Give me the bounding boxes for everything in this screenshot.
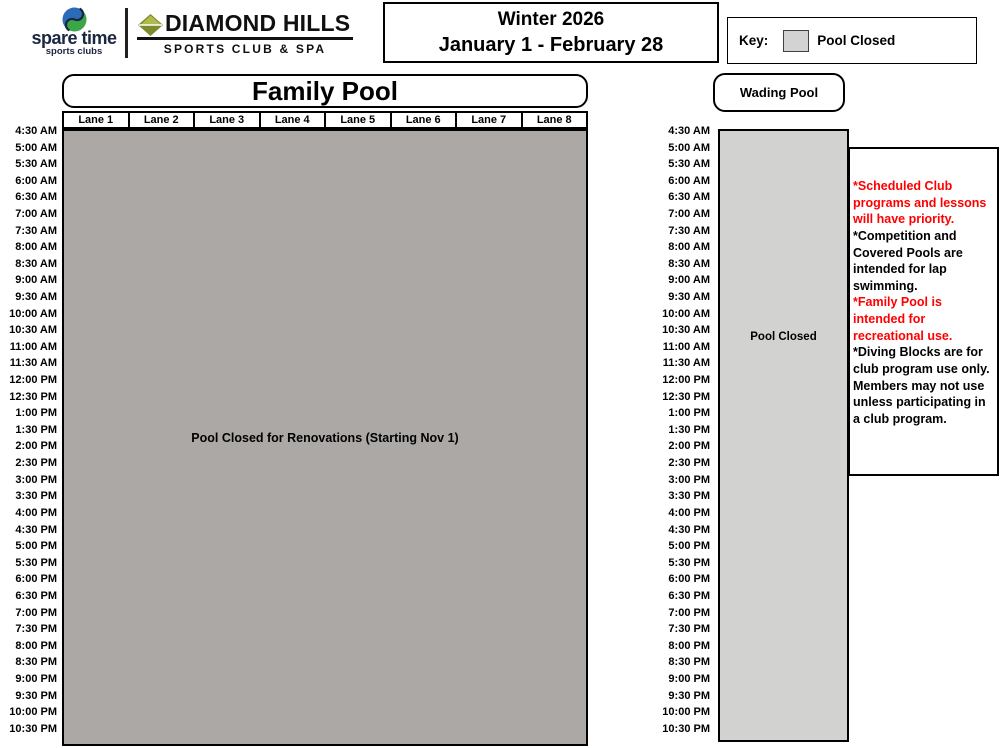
family-pool-time-column	[0, 123, 57, 738]
time-label: 4:30 PM	[668, 523, 710, 536]
time-label: 5:00 PM	[668, 540, 710, 553]
note-paragraph: *Scheduled Club programs and lessons will have priority.	[853, 179, 987, 227]
time-label: 7:00 PM	[15, 606, 57, 619]
time-label: 5:30 PM	[668, 556, 710, 569]
time-label: 8:30 PM	[668, 656, 710, 669]
season-title-box	[383, 2, 719, 63]
diamond-hills-logo-rule	[137, 37, 353, 40]
time-label: 2:30 PM	[668, 457, 710, 470]
lane-header-cell: Lane 1	[62, 111, 130, 129]
family-pool-closed-block	[62, 129, 588, 746]
time-label: 4:30 PM	[15, 523, 57, 536]
time-label: 5:30 PM	[15, 556, 57, 569]
time-label: 1:30 PM	[15, 423, 57, 436]
time-label: 10:30 AM	[662, 324, 710, 337]
time-label: 5:00 AM	[15, 141, 57, 154]
note-paragraph: *Family Pool is intended for recreational use.	[853, 295, 953, 343]
time-label: 10:30 AM	[9, 324, 57, 337]
note-paragraph: *Diving Blocks are for club program use only. Members may not use unless participating in a club program.	[853, 345, 990, 426]
lane-header-cell: Lane 6	[390, 111, 458, 129]
time-label: 9:30 PM	[668, 689, 710, 702]
time-label: 6:30 PM	[668, 589, 710, 602]
time-label: 10:30 PM	[9, 722, 57, 735]
time-label: 4:00 PM	[15, 506, 57, 519]
time-label: 1:00 PM	[668, 407, 710, 420]
family-pool-title: Family Pool	[252, 75, 398, 106]
note-paragraph: *Competition and Covered Pools are intended for lap swimming.	[853, 228, 963, 293]
time-label: 8:00 AM	[15, 241, 57, 254]
time-label: 7:30 AM	[15, 224, 57, 237]
notes-box	[848, 147, 999, 476]
season-date-range: January 1 - February 28	[438, 33, 664, 56]
time-label: 9:00 AM	[15, 274, 57, 287]
time-label: 12:30 PM	[662, 390, 710, 403]
legend-label: Key:	[739, 33, 769, 48]
diamond-hills-logo-text: DIAMOND HILLS	[165, 10, 351, 36]
lane-header-cell: Lane 4	[259, 111, 327, 129]
time-label: 10:00 PM	[662, 706, 710, 719]
time-label: 6:00 AM	[15, 174, 57, 187]
time-label: 8:30 AM	[668, 257, 710, 270]
time-label: 5:00 PM	[15, 540, 57, 553]
time-label: 10:00 AM	[662, 307, 710, 320]
time-label: 2:00 PM	[668, 440, 710, 453]
time-label: 5:00 AM	[668, 141, 710, 154]
time-label: 3:00 PM	[15, 473, 57, 486]
time-label: 2:30 PM	[15, 457, 57, 470]
wading-pool-title: Wading Pool	[739, 85, 819, 100]
time-label: 8:00 PM	[15, 639, 57, 652]
time-label: 1:00 PM	[15, 407, 57, 420]
time-label: 4:30 AM	[15, 124, 57, 137]
lane-header-cell: Lane 5	[324, 111, 392, 129]
time-label: 7:30 PM	[15, 623, 57, 636]
time-label: 6:30 AM	[668, 191, 710, 204]
time-label: 6:00 PM	[668, 573, 710, 586]
time-label: 9:00 AM	[668, 274, 710, 287]
time-label: 12:00 PM	[662, 374, 710, 387]
time-label: 9:00 PM	[668, 673, 710, 685]
lane-header-cell: Lane 2	[128, 111, 196, 129]
time-label: 10:30 PM	[662, 722, 710, 735]
time-label: 7:00 PM	[668, 606, 710, 619]
time-label: 11:30 AM	[662, 357, 710, 370]
time-label: 8:30 PM	[15, 656, 57, 669]
time-label: 11:30 AM	[9, 357, 57, 370]
pool-closed-swatch	[783, 30, 809, 52]
time-label: 7:30 AM	[668, 224, 710, 237]
time-label: 9:30 AM	[15, 290, 57, 303]
time-label: 8:00 PM	[668, 639, 710, 652]
time-label: 2:00 PM	[15, 440, 57, 453]
lane-header-cell: Lane 7	[455, 111, 523, 129]
time-label: 8:30 AM	[15, 257, 57, 270]
lane-header-cell: Lane 8	[521, 111, 589, 129]
time-label: 11:00 AM	[662, 340, 710, 353]
spare-time-logo-subtitle: sports clubs	[45, 46, 103, 57]
time-label: 8:00 AM	[668, 241, 710, 254]
time-label: 10:00 PM	[9, 706, 57, 719]
time-label: 5:30 AM	[668, 158, 710, 171]
time-label: 11:00 AM	[9, 340, 57, 353]
time-label: 12:00 PM	[9, 374, 57, 387]
time-label: 6:30 PM	[15, 589, 57, 602]
time-label: 4:30 AM	[668, 124, 710, 137]
time-label: 9:30 PM	[15, 689, 57, 702]
diamond-hills-logo-icon	[137, 13, 164, 37]
family-pool-header	[62, 74, 588, 108]
time-label: 6:30 AM	[15, 191, 57, 204]
diamond-hills-logo-subtitle: SPORTS CLUB & SPA	[163, 42, 327, 56]
time-label: 3:30 PM	[668, 490, 710, 503]
time-label: 4:00 PM	[668, 506, 710, 519]
spare-time-logo-text: spare time	[31, 28, 117, 48]
time-label: 5:30 AM	[15, 158, 57, 171]
wading-pool-status-text: Pool Closed	[750, 331, 817, 343]
time-label: 6:00 PM	[15, 573, 57, 586]
time-label: 12:30 PM	[9, 390, 57, 403]
wading-pool-time-column	[636, 123, 710, 738]
time-label: 10:00 AM	[9, 307, 57, 320]
time-label: 7:00 AM	[15, 207, 57, 220]
wading-pool-closed-block	[718, 129, 849, 742]
time-label: 3:30 PM	[15, 490, 57, 503]
pool-closed-legend-text: Pool Closed	[817, 33, 896, 48]
time-label: 1:30 PM	[668, 423, 710, 436]
wading-pool-header	[713, 73, 845, 112]
family-pool-status-text: Pool Closed for Renovations (Starting Nov 1)	[191, 430, 459, 445]
time-label: 6:00 AM	[668, 174, 710, 187]
time-label: 3:00 PM	[668, 473, 710, 486]
season-title: Winter 2026	[497, 8, 605, 30]
lane-header-cell: Lane 3	[193, 111, 261, 129]
legend-box	[727, 17, 977, 64]
lane-header-row	[62, 111, 588, 129]
time-label: 7:30 PM	[668, 623, 710, 636]
time-label: 7:00 AM	[668, 207, 710, 220]
logo-divider	[125, 8, 128, 58]
time-label: 9:30 AM	[668, 290, 710, 303]
time-label: 9:00 PM	[15, 673, 57, 685]
